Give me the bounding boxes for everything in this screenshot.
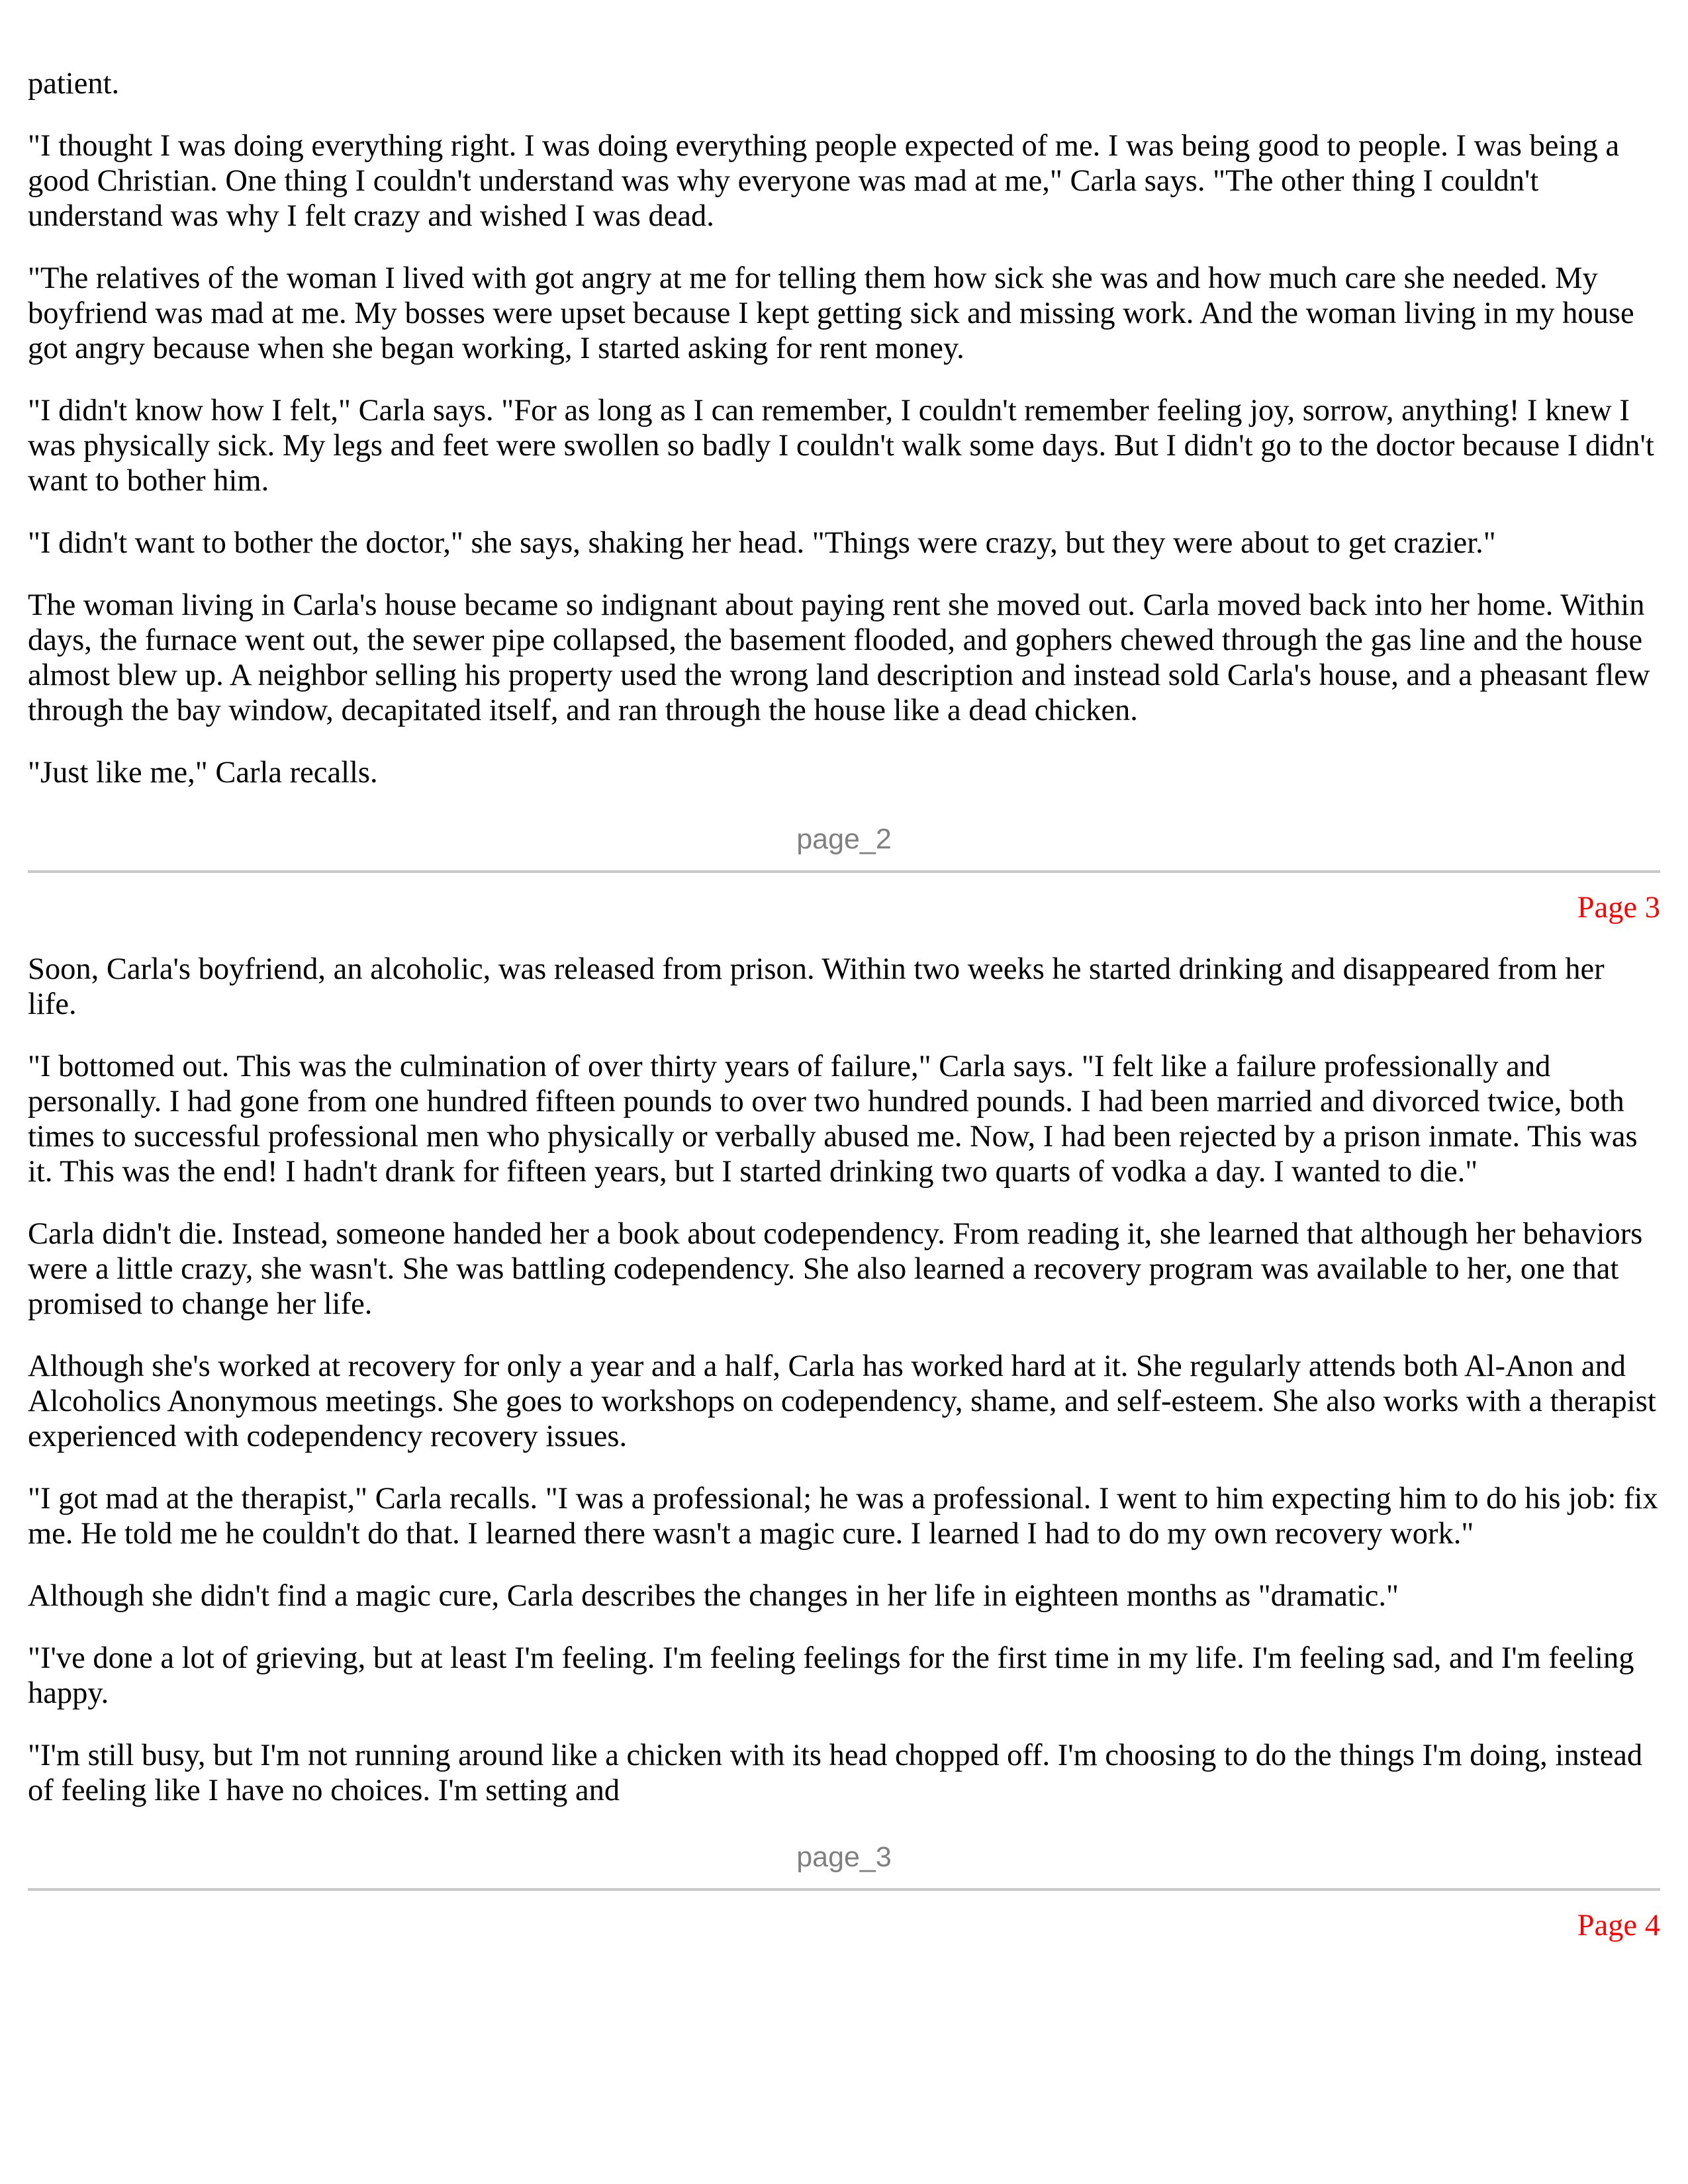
paragraph: "I didn't want to bother the doctor," she says, shaking her head. "Things were crazy, but they were about to get crazier." [28, 526, 1496, 560]
paragraph: "I'm still busy, but I'm not running around like a chicken with its head chopped off. I'm choosing to do the things I'm doing, instead of feeling like I have no choices. I'm setting and [28, 1739, 1643, 1807]
page-section [28, 952, 1660, 1943]
paragraph: Although she's worked at recovery for only a year and a half, Carla has worked hard at it. She regularly attends both Al-Anon and Alcoholics Anonymous meetings. She goes to workshops on codependency, shame, and self-esteem. She also works with a therapist experienced with codependency recovery issues. [28, 1349, 1656, 1453]
paragraph: Soon, Carla's boyfriend, an alcoholic, was released from prison. Within two weeks he started drinking and disappeared from her life. [28, 952, 1605, 1021]
paragraph: Although she didn't find a magic cure, Carla describes the changes in her life in eighteen months as "dramatic." [28, 1579, 1399, 1613]
paragraph: "I bottomed out. This was the culmination of over thirty years of failure," Carla says. "I felt like a failure professionally and personally. I had gone from one hundred fifteen pounds to over two hundred pounds. I had been married and divorced twice, both times to successful professional men who physically or verbally abused me. Now, I had been rejected by a prison inmate. This was it. This was the end! I hadn't drank for fifteen years, but I started drinking two quarts of vodka a day. I wanted to die." [28, 1050, 1638, 1189]
page-number-label: Page 3 [1577, 891, 1660, 925]
paragraph: The woman living in Carla's house became so indignant about paying rent she moved out. Carla moved back into her home. Within days, the furnace went out, the sewer pipe collapsed, the basement flooded, and gophers chewed through the gas line and the house almost blew up. A neighbor selling his property used the wrong land description and instead sold Carla's house, and a pheasant flew through the bay window, decapitated itself, and ran through the house like a dead chicken. [28, 588, 1650, 727]
paragraph: Carla didn't die. Instead, someone handed her a book about codependency. From reading it, she learned that although her behaviors were a little crazy, she wasn't. She was battling codependency. She also learned a recovery program was available to her, one that promised to change her life. [28, 1217, 1643, 1321]
paragraph: "Just like me," Carla recalls. [28, 756, 378, 790]
page-divider [28, 870, 1660, 873]
paragraph: "I got mad at the therapist," Carla recalls. "I was a professional; he was a professional. I went to him expecting him to do his job: fix me. He told me he couldn't do that. I learned there wasn't a magic cure. I learned I had to do my own recovery work." [28, 1482, 1658, 1551]
page-divider [28, 1888, 1660, 1891]
page-footer-label: page_3 [796, 1841, 892, 1873]
paragraph: "The relatives of the woman I lived with got angry at me for telling them how sick she was and how much care she needed. My boyfriend was mad at me. My bosses were upset because I kept getting sick and missing work. And the woman living in my house got angry because when she began working, I started asking for rent money. [28, 261, 1634, 365]
paragraph: "I've done a lot of grieving, but at least I'm feeling. I'm feeling feelings for the first time in my life. I'm feeling sad, and I'm feeling happy. [28, 1641, 1634, 1710]
page-number-label: Page 4 [1577, 1909, 1660, 1942]
document-page [28, 66, 1660, 1970]
paragraph: "I didn't know how I felt," Carla says. "For as long as I can remember, I couldn't remember feeling joy, sorrow, anything! I knew I was physically sick. My legs and feet were swollen so badly I couldn't walk some days. But I didn't go to the doctor because I didn't want to bother him. [28, 394, 1654, 498]
paragraph: patient. [28, 67, 120, 101]
page-footer-label: page_2 [796, 823, 892, 855]
paragraph: "I thought I was doing everything right. I was doing everything people expected of me. I was being good to people. I was being a good Christian. One thing I couldn't understand was why everyone was mad at me," Carla says. "The other thing I couldn't understand was why I felt crazy and wished I was dead. [28, 129, 1620, 233]
page-section [28, 66, 1660, 925]
